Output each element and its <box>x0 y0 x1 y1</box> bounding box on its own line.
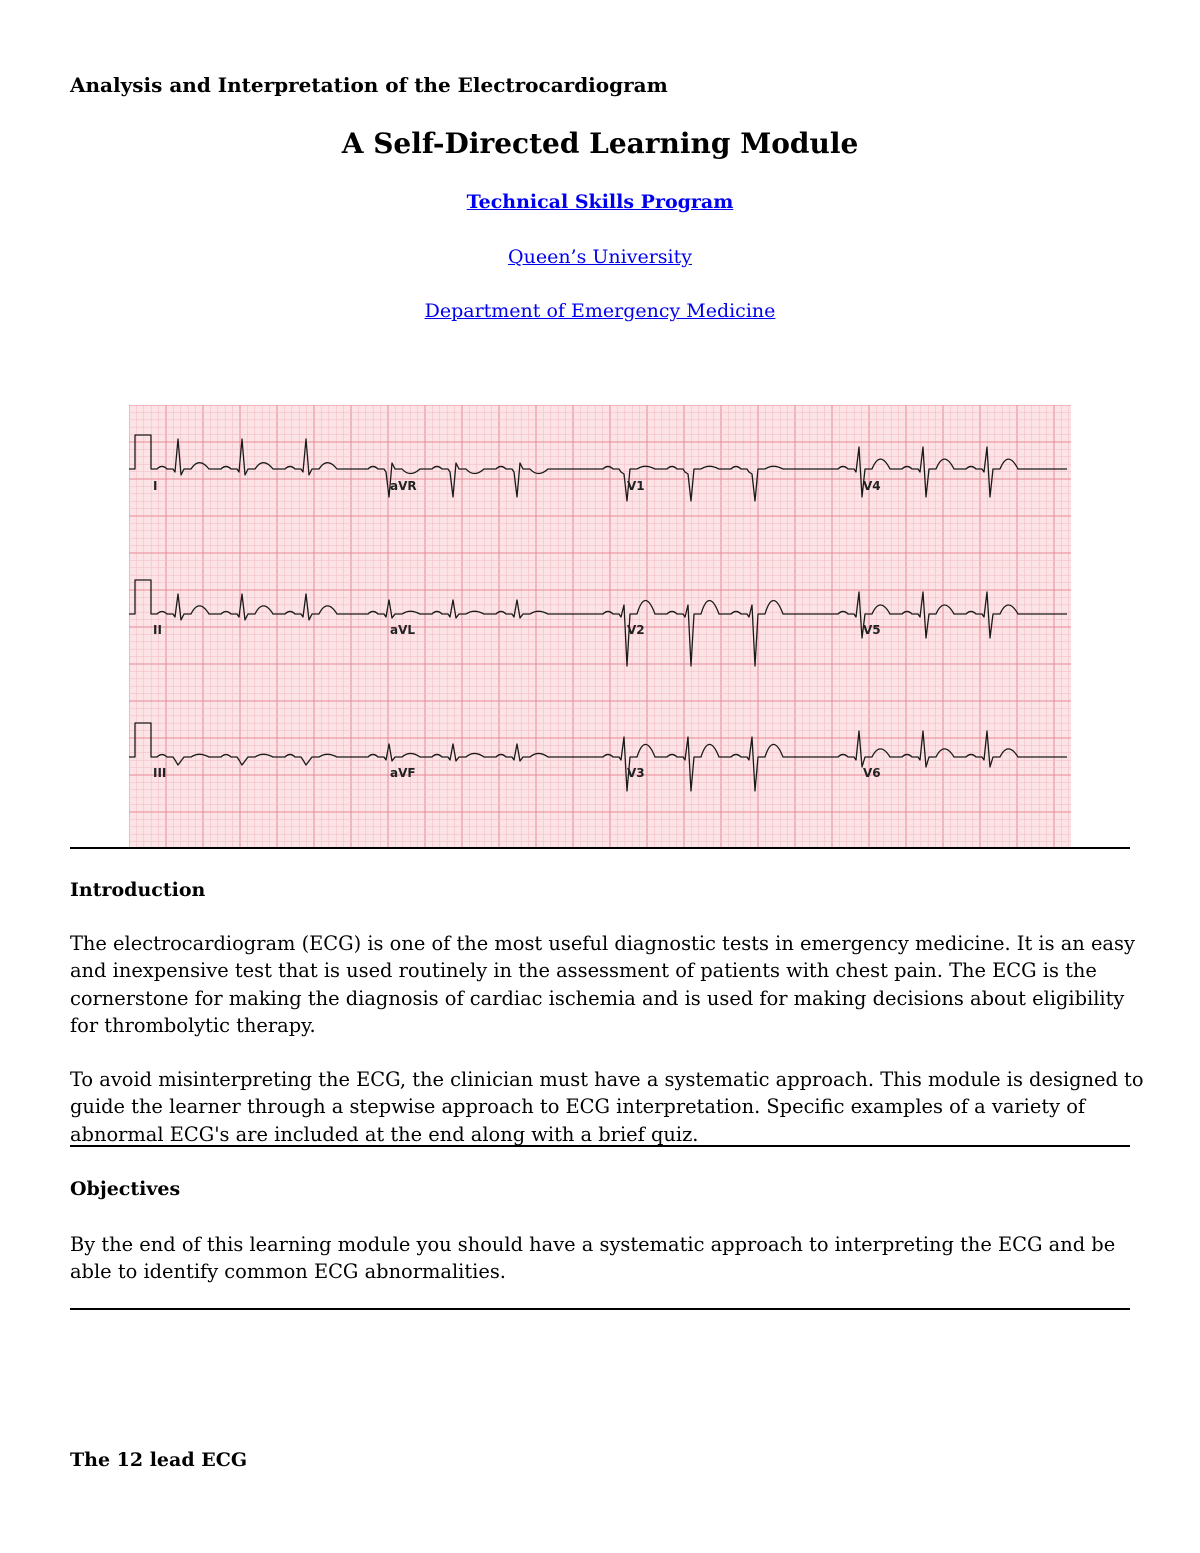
university-link-line <box>0 246 1200 268</box>
ecg-lead-label: V1 <box>627 479 645 493</box>
document-header-title: Analysis and Interpretation of the Electrocardiogram <box>70 73 668 97</box>
ecg-lead-label: V4 <box>863 479 881 493</box>
queens-university-link[interactable]: Queen’s University <box>508 246 692 268</box>
ecg-lead-label: III <box>153 766 167 780</box>
ecg-lead-label: V5 <box>863 623 881 637</box>
ecg-lead-label: V6 <box>863 766 881 780</box>
ecg-lead-label: aVF <box>390 766 416 780</box>
ecg-tracing <box>129 405 1071 847</box>
technical-skills-program-link[interactable]: Technical Skills Program <box>466 191 734 213</box>
ecg-image <box>129 405 1071 847</box>
ecg-paper <box>129 405 1071 847</box>
twelve-lead-ecg-heading: The 12 lead ECG <box>70 1449 248 1471</box>
introduction-heading: Introduction <box>70 879 206 901</box>
ecg-lead-label: II <box>153 623 162 637</box>
introduction-paragraph-2: To avoid misinterpreting the ECG, the clinician must have a systematic approach. This module is designed to guide the learner through a stepwise approach to ECG interpretation. Specific examples of a variety of abnormal ECG's are included at the end along with a brief quiz. <box>70 1068 1144 1146</box>
divider <box>70 1308 1130 1310</box>
ecg-lead-label: aVR <box>390 479 417 493</box>
divider <box>70 847 1130 849</box>
ecg-lead-label: aVL <box>390 623 416 637</box>
introduction-paragraph-1: The electrocardiogram (ECG) is one of the most useful diagnostic tests in emergency medicine. It is an easy and inexpensive test that is used routinely in the assessment of patients with chest pain. The ECG is the cornerstone for making the diagnosis of cardiac ischemia and is used for making decisions about eligibility for thrombolytic therapy. <box>70 932 1135 1037</box>
emergency-medicine-link[interactable]: Department of Emergency Medicine <box>424 300 776 322</box>
program-link-line <box>0 191 1200 213</box>
ecg-lead-label: V3 <box>627 766 645 780</box>
ecg-lead-label: I <box>153 479 158 493</box>
ecg-lead-label: V2 <box>627 623 645 637</box>
page-title: A Self-Directed Learning Module <box>341 127 859 160</box>
objectives-heading: Objectives <box>70 1178 181 1200</box>
divider <box>70 1145 1130 1147</box>
department-link-line <box>0 300 1200 322</box>
objectives-paragraph: By the end of this learning module you should have a systematic approach to interpreting the ECG and be able to identify common ECG abnormalities. <box>70 1233 1116 1284</box>
